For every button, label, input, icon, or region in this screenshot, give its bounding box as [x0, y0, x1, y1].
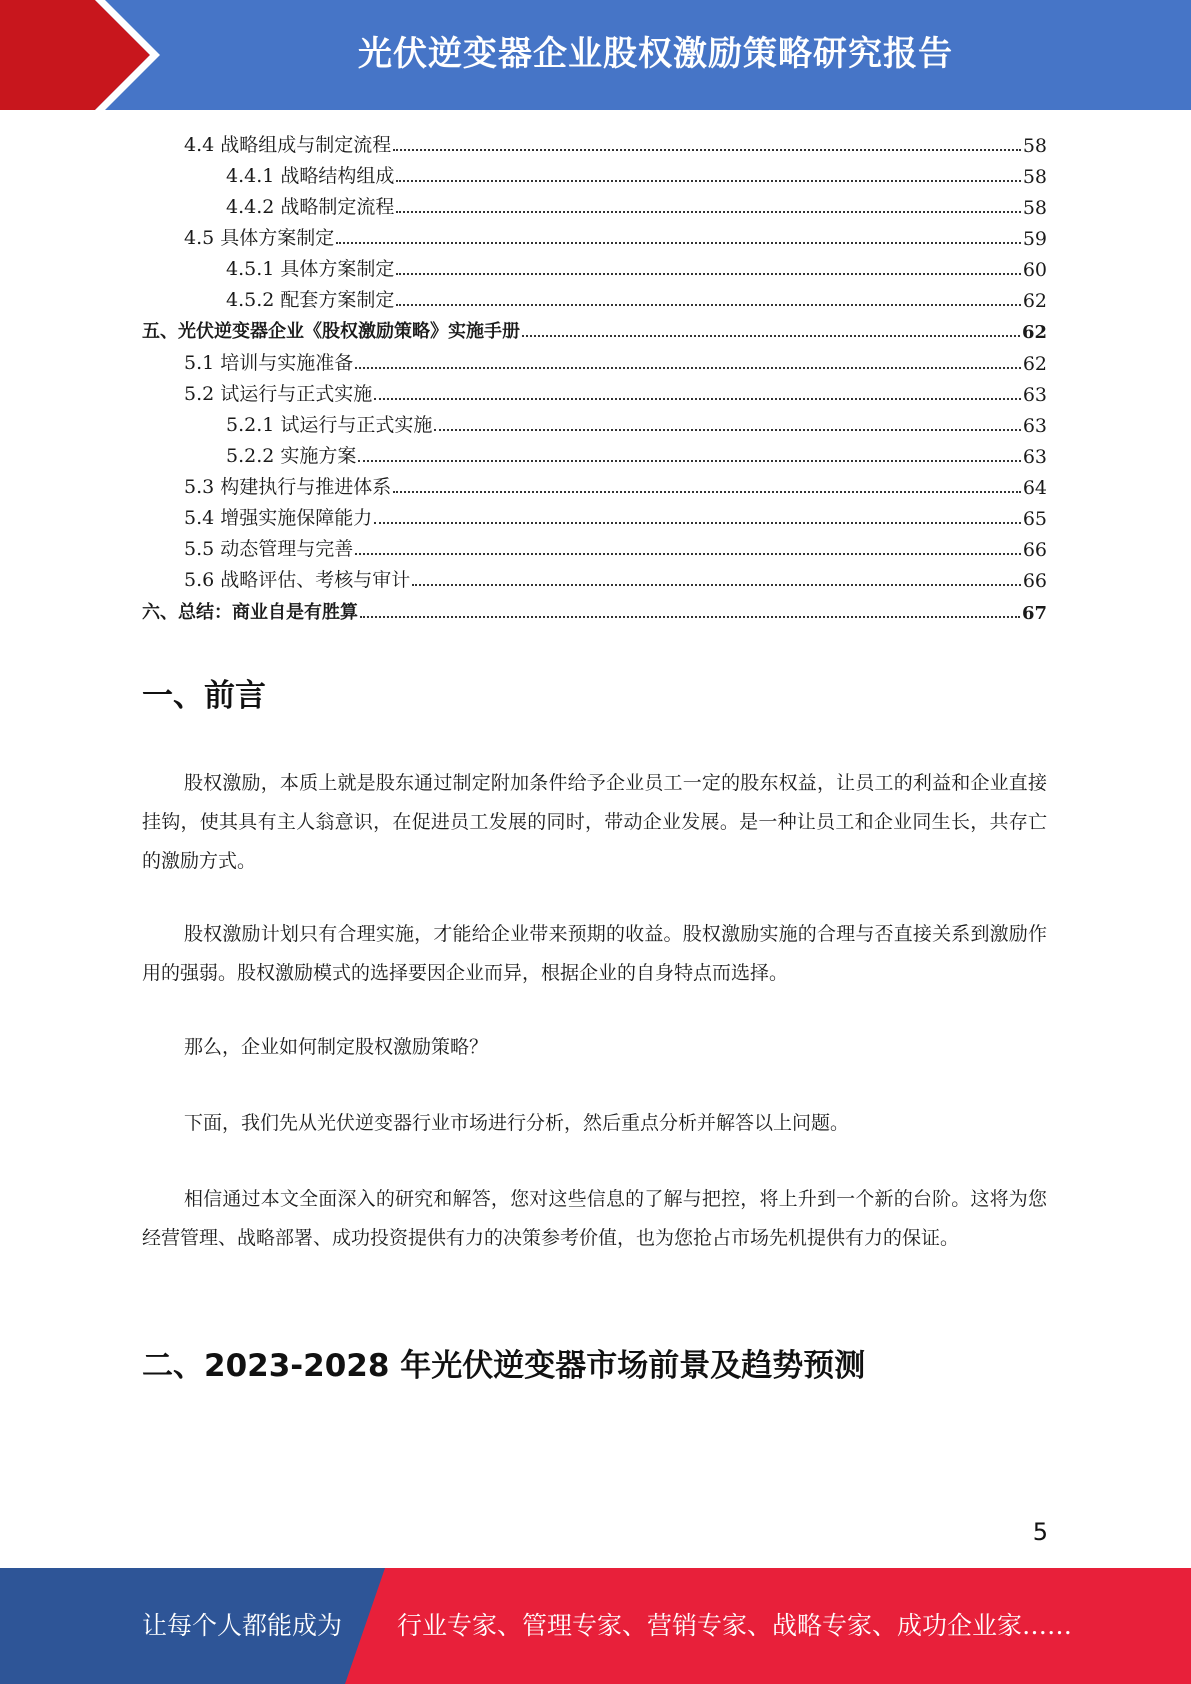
- toc-entry-label: 5.2.2 实施方案: [226, 445, 357, 467]
- toc-leader: [393, 149, 1021, 151]
- toc-entry-label: 5.1 培训与实施准备: [184, 352, 354, 374]
- toc-leader: [393, 491, 1021, 493]
- toc-leader: [355, 367, 1021, 369]
- toc-entry-label: 六、总结：商业自是有胜算: [142, 602, 358, 623]
- toc-leader: [396, 211, 1020, 213]
- toc-entry-page: 58: [1022, 166, 1047, 188]
- toc-entry[interactable]: [226, 406, 1047, 437]
- toc-leader: [355, 553, 1021, 555]
- section-two-heading: 二、2023-2028 年光伏逆变器市场前景及趋势预测: [142, 1348, 866, 1384]
- toc-entry[interactable]: [184, 499, 1047, 530]
- preface-paragraph: 下面，我们先从光伏逆变器行业市场进行分析，然后重点分析并解答以上问题。: [184, 1112, 850, 1134]
- toc-leader: [360, 616, 1020, 618]
- toc-entry[interactable]: [142, 593, 1047, 624]
- toc-entry-page: 63: [1022, 384, 1047, 406]
- toc-entry[interactable]: [184, 126, 1047, 157]
- header-title: 光伏逆变器企业股权激励策略研究报告: [358, 34, 953, 74]
- footer-slogan-left: 让每个人都能成为: [142, 1611, 343, 1640]
- toc-entry-label: 4.4.2 战略制定流程: [226, 196, 395, 218]
- toc-leader: [412, 584, 1021, 586]
- toc-entry-page: 67: [1021, 603, 1047, 624]
- preface-paragraph: 股权激励，本质上就是股东通过制定附加条件给予企业员工一定的股东权益，让员工的利益和企业直接挂钩，使其具有主人翁意识，在促进员工发展的同时，带动企业发展。是一种让员工和企业同生长，共存亡的激励方式。: [142, 772, 1047, 872]
- toc-entry-page: 58: [1022, 135, 1047, 157]
- toc-entry-page: 62: [1021, 322, 1047, 343]
- toc-entry-page: 63: [1022, 415, 1047, 437]
- toc-entry[interactable]: [184, 468, 1047, 499]
- toc-leader: [374, 522, 1021, 524]
- preface-paragraph: 相信通过本文全面深入的研究和解答，您对这些信息的了解与把控，将上升到一个新的台阶。这将为您经营管理、战略部署、成功投资提供有力的决策参考价值，也为您抢占市场先机提供有力的保证。: [142, 1188, 1047, 1249]
- preface-heading: 一、前言: [142, 678, 266, 714]
- toc-entry-page: 62: [1022, 290, 1047, 312]
- toc-entry-page: 60: [1022, 259, 1047, 281]
- toc-entry[interactable]: [226, 281, 1047, 312]
- toc-entry-page: 66: [1022, 539, 1047, 561]
- toc-entry-page: 65: [1022, 508, 1047, 530]
- footer-slogan-right: 行业专家、管理专家、营销专家、战略专家、成功企业家……: [397, 1611, 1073, 1640]
- toc-entry-label: 4.5.1 具体方案制定: [226, 258, 395, 280]
- toc-entry-page: 66: [1022, 570, 1047, 592]
- toc-entry-label: 4.4.1 战略结构组成: [226, 165, 395, 187]
- toc-entry[interactable]: [184, 375, 1047, 406]
- page-number: 5: [1032, 1518, 1048, 1546]
- toc-leader: [358, 460, 1020, 462]
- toc-leader: [434, 429, 1020, 431]
- toc-entry-label: 5.6 战略评估、考核与审计: [184, 569, 411, 591]
- toc-entry[interactable]: [226, 250, 1047, 281]
- toc-entry[interactable]: [226, 188, 1047, 219]
- toc-entry-label: 5.5 动态管理与完善: [184, 538, 354, 560]
- toc-entry[interactable]: [142, 312, 1047, 343]
- toc-entry-page: 64: [1022, 477, 1047, 499]
- toc-entry[interactable]: [184, 530, 1047, 561]
- toc-entry-label: 5.2 试运行与正式实施: [184, 383, 373, 405]
- toc-entry[interactable]: [226, 157, 1047, 188]
- toc-leader: [336, 242, 1021, 244]
- preface-paragraph: 那么，企业如何制定股权激励策略？: [184, 1036, 489, 1058]
- footer-banner: [0, 1568, 1191, 1684]
- toc-entry-page: 58: [1022, 197, 1047, 219]
- header-banner: [0, 0, 1191, 110]
- toc-entry-label: 5.2.1 试运行与正式实施: [226, 414, 433, 436]
- toc-entry-label: 五、光伏逆变器企业《股权激励策略》实施手册: [142, 321, 520, 342]
- toc-entry-label: 5.4 增强实施保障能力: [184, 507, 373, 529]
- toc-entry[interactable]: [226, 437, 1047, 468]
- toc-entry-page: 63: [1022, 446, 1047, 468]
- toc-leader: [396, 273, 1020, 275]
- toc-leader: [396, 180, 1020, 182]
- toc-entry-page: 59: [1022, 228, 1047, 250]
- toc-leader: [374, 398, 1021, 400]
- toc-entry-page: 62: [1022, 353, 1047, 375]
- toc-leader: [396, 304, 1020, 306]
- toc-entry-label: 4.4 战略组成与制定流程: [184, 134, 392, 156]
- toc-entry-label: 5.3 构建执行与推进体系: [184, 476, 392, 498]
- toc-leader: [522, 335, 1020, 337]
- toc-entry-label: 4.5 具体方案制定: [184, 227, 335, 249]
- toc-entry[interactable]: [184, 561, 1047, 592]
- preface-paragraph: 股权激励计划只有合理实施，才能给企业带来预期的收益。股权激励实施的合理与否直接关系到激励作用的强弱。股权激励模式的选择要因企业而异，根据企业的自身特点而选择。: [142, 923, 1047, 984]
- toc-entry[interactable]: [184, 219, 1047, 250]
- toc-entry-label: 4.5.2 配套方案制定: [226, 289, 395, 311]
- toc-entry[interactable]: [184, 344, 1047, 375]
